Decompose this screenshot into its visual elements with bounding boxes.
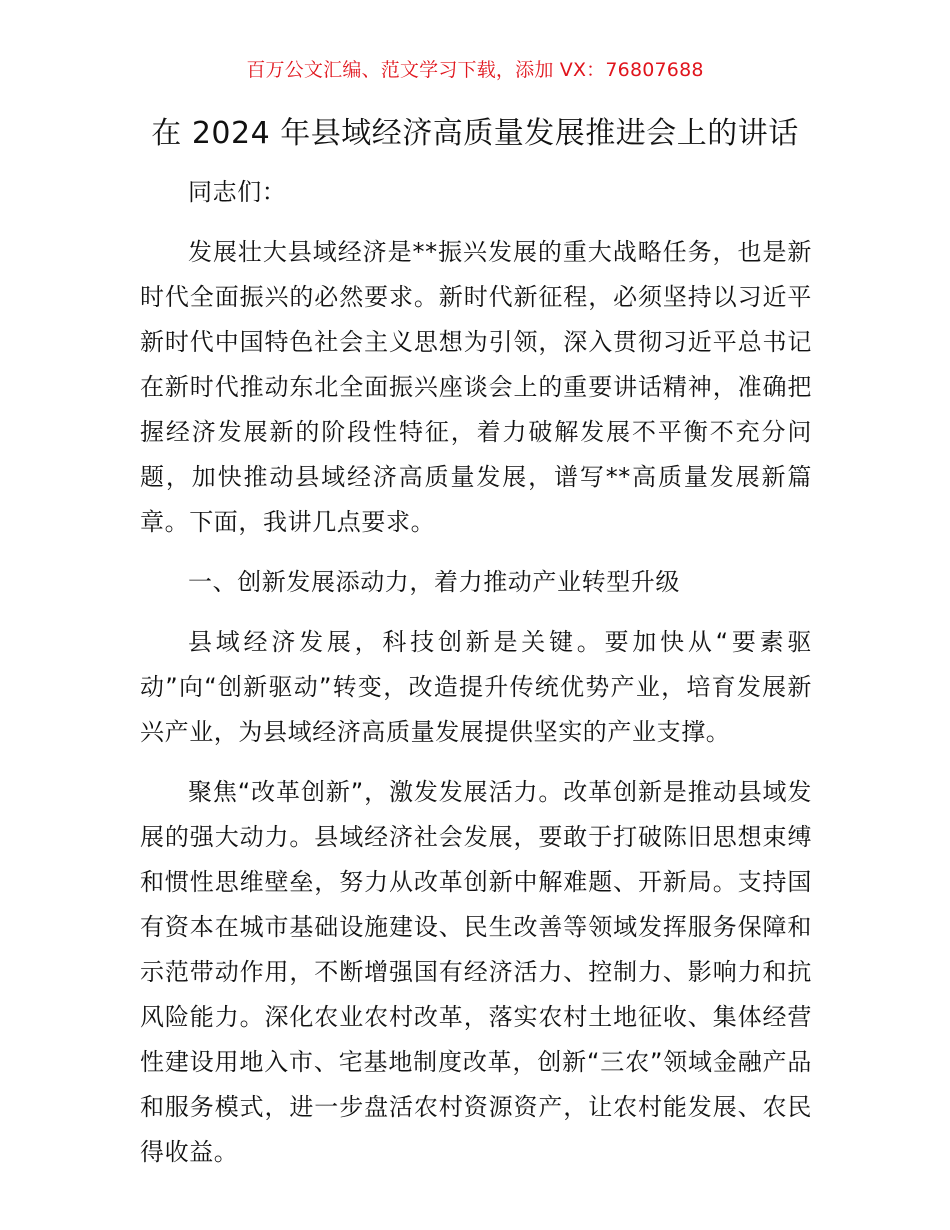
paragraph-reform: 聚焦“改革创新”，激发发展活力。改革创新是推动县域发展的强大动力。县域经济社会发展，要敢于打破陈旧思想束缚和惯性思维壁垒，努力从改革创新中解难题、开新局。支持国有资本在城市基础设施建设、民生改善等领域发挥服务保障和示范带动作用，不断增强国有经济活力、控制力、影响力和抗风险能力。深化农业农村改革，落实农村土地征收、集体经营性建设用地入市、宅基地制度改革，创新“三农”领域金融产品和服务模式，进一步盘活农村资源资产，让农村能发展、农民得收益。	[140, 778, 812, 1166]
paragraph-innovation: 县域经济发展，科技创新是关键。要加快从“要素驱动”向“创新驱动”转变，改造提升传统优势产业，培育发展新兴产业，为县域经济高质量发展提供坚实的产业支撑。	[140, 628, 812, 746]
paragraph-intro: 发展壮大县域经济是**振兴发展的重大战略任务，也是新时代全面振兴的必然要求。新时代新征程，必须坚持以习近平新时代中国特色社会主义思想为引领，深入贯彻习近平总书记在新时代推动东北全面振兴座谈会上的重要讲话精神，准确把握经济发展新的阶段性特征，着力破解发展不平衡不充分问题，加快推动县域经济高质量发展，谱写**高质量发展新篇章。下面，我讲几点要求。	[140, 238, 812, 536]
document-title: 在 2024 年县域经济高质量发展推进会上的讲话	[151, 116, 799, 151]
document-body	[140, 170, 812, 1175]
salutation: 同志们：	[188, 178, 287, 206]
watermark-banner: 百万公文汇编、范文学习下载，添加 VX：76807688	[246, 59, 704, 81]
section-heading-1: 一、创新发展添动力，着力推动产业转型升级	[188, 568, 680, 596]
